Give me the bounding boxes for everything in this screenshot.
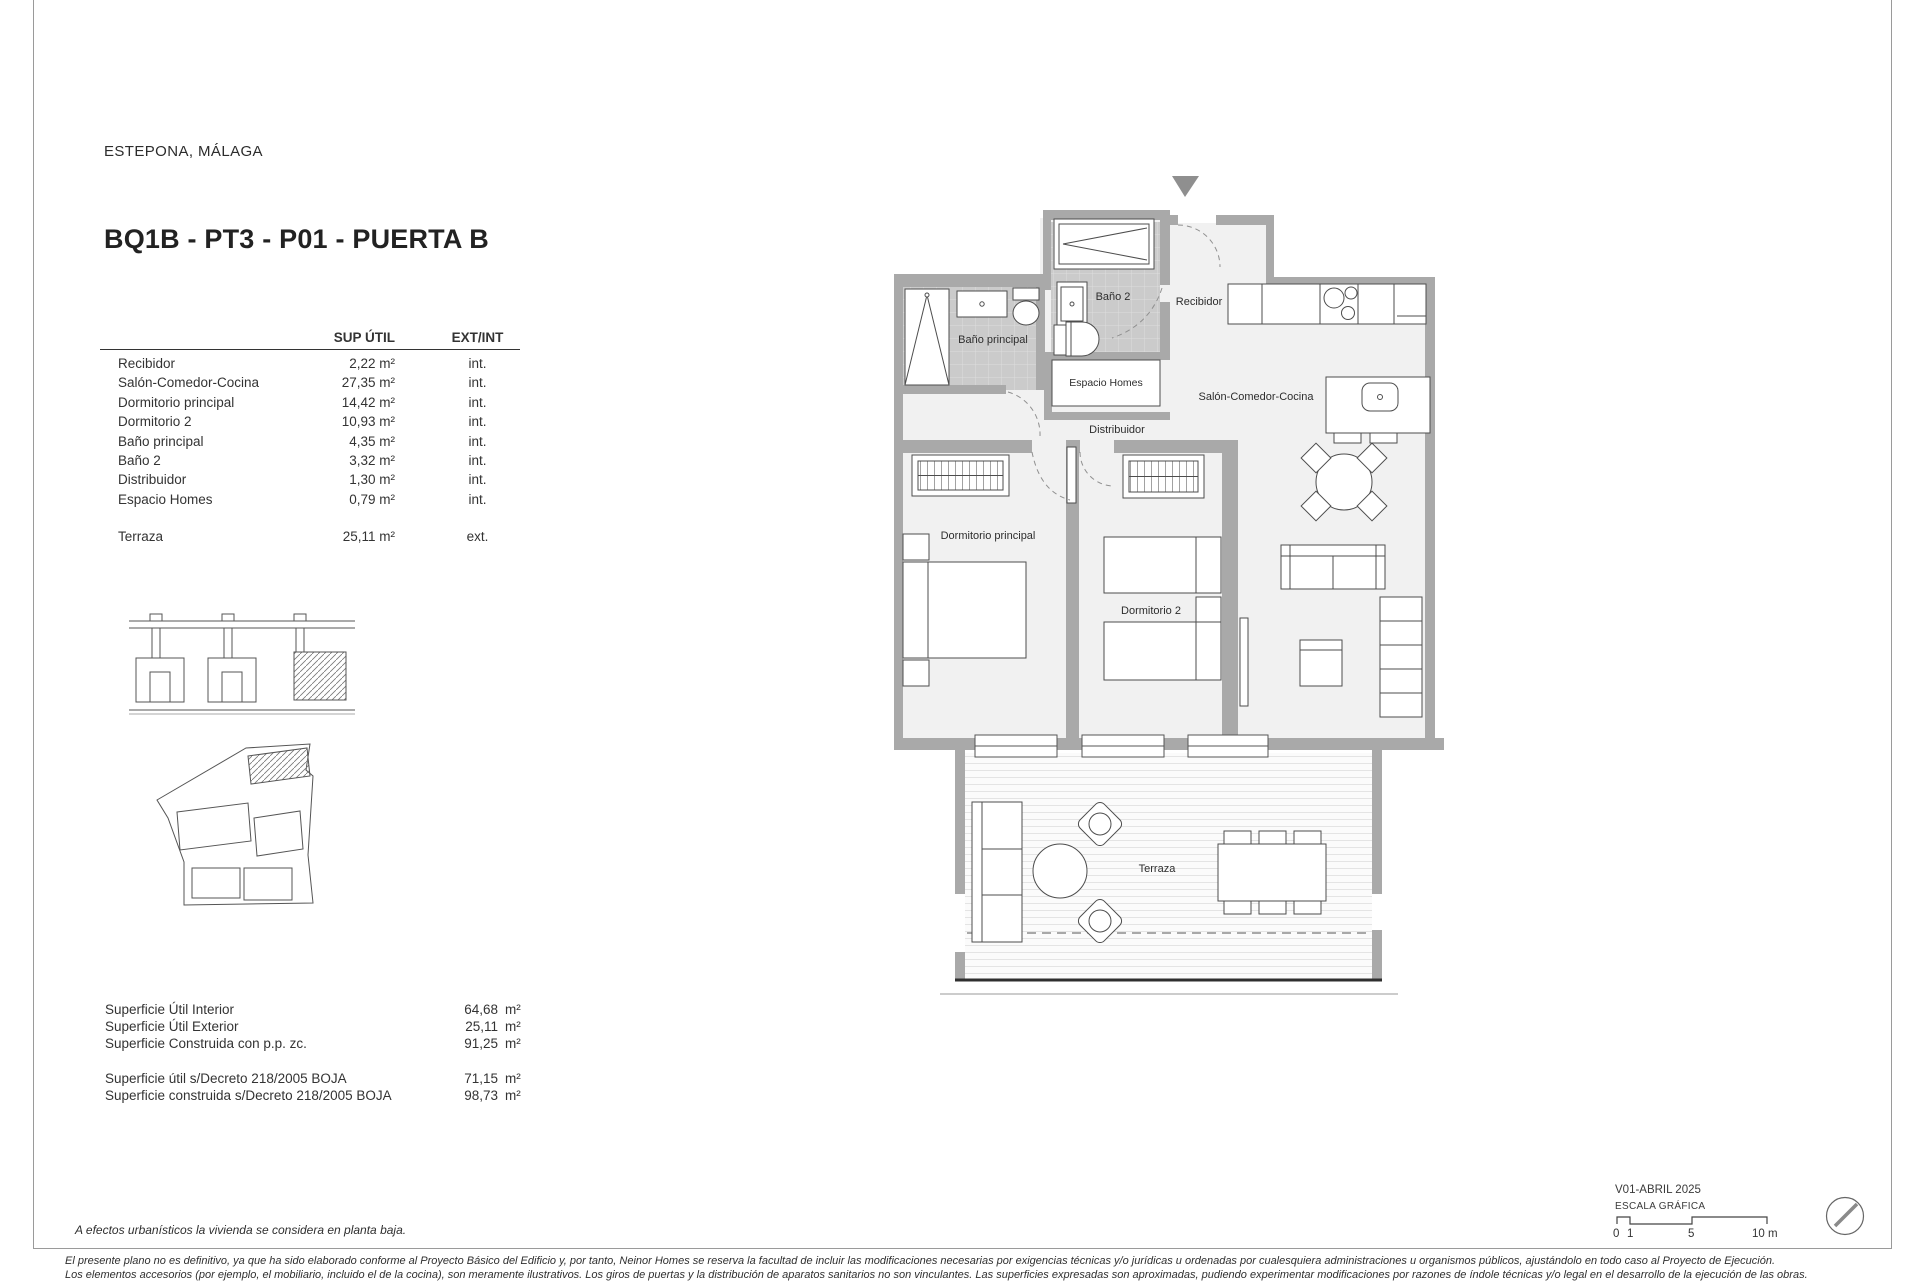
summary-row: Superficie construida s/Decreto 218/2005 BOJA 98,73 m² [105, 1087, 521, 1103]
kitchen-counter [1228, 284, 1426, 324]
sink-principal [957, 291, 1007, 317]
room-label-terraza: Terraza [1138, 863, 1176, 875]
summary-row: Superficie Útil Exterior 25,11 m² [105, 1019, 521, 1035]
wardrobe-principal [912, 455, 1009, 496]
table-row-terraza: Terraza 25,11 m² ext. [118, 529, 489, 545]
toilet-bano2 [1054, 322, 1099, 356]
bed-principal [903, 562, 1026, 658]
table-row: Salón-Comedor-Cocina 27,35 m² int. [118, 375, 487, 391]
scale-bar [1610, 1212, 1780, 1228]
disclaimer-line2: Los elementos accesorios (por ejemplo, el mobiliario, incluido el de la cocina), son meramente ilustrativos. Los giros de puertas y la distribución de aparatos sanitarios no son vinculantes. Las superficies expresadas son aproximadas, pudiendo experimentar modificaciones por razones de índole técnicas y/o legal en el desarrollo de la ejecución de las obras. [65, 1269, 1808, 1281]
floor-plan [880, 160, 1460, 1020]
col-sup-util: SUP ÚTIL [333, 330, 395, 345]
summary-row: Superficie Útil Interior 64,68 m² [105, 1002, 521, 1017]
bathtub [1054, 219, 1154, 269]
surface-summary [105, 1001, 525, 1104]
room-label-distribuidor: Distribuidor [1089, 424, 1145, 436]
entrance-arrow [1172, 176, 1199, 197]
room-label-dormitorio-principal: Dormitorio principal [940, 530, 1036, 542]
scale-title: ESCALA GRÁFICA [1615, 1201, 1706, 1212]
version-text: V01-ABRIL 2025 [1615, 1184, 1701, 1196]
nightstand [903, 534, 929, 560]
site-plan-diagram [150, 738, 325, 913]
page-title: BQ1B - PT3 - P01 - PUERTA B [104, 224, 489, 254]
scale-tick-1: 1 [1627, 1228, 1634, 1240]
table-row: Dormitorio principal 14,42 m² int. [118, 394, 487, 410]
table-row: Recibidor 2,22 m² int. [118, 356, 487, 371]
room-label-espacio-homes: Espacio Homes [1069, 377, 1143, 389]
windows [975, 735, 1268, 757]
room-label-recibidor: Recibidor [1175, 296, 1223, 308]
areas-table-header [100, 330, 520, 350]
room-label-bano-principal: Baño principal [958, 334, 1028, 346]
scale-tick-10: 10 m [1752, 1228, 1778, 1240]
kitchen-island [1326, 377, 1430, 443]
scale-tick-5: 5 [1688, 1228, 1695, 1240]
nightstand [1196, 597, 1221, 622]
table-row: Espacio Homes 0,79 m² int. [118, 491, 487, 507]
location-text: ESTEPONA, MÁLAGA [104, 143, 263, 160]
table-row: Baño principal 4,35 m² int. [118, 433, 487, 449]
scale-tick-0: 0 [1613, 1228, 1620, 1240]
bookshelf [1380, 597, 1422, 717]
table-row: Distribuidor 1,30 m² int. [118, 472, 487, 488]
table-row: Dormitorio 2 10,93 m² int. [118, 414, 487, 430]
terrace-dining [1218, 831, 1326, 914]
disclaimer-line1: El presente plano no es definitivo, ya que ha sido elaborado conforme al Proyecto Básico del Edificio y, por tanto, Neinor Homes se reserva la facultad de incluir las modificaciones necesarias por exigencias técnicas y/o jurídicas u ordenadas por cualesquiera administraciones u organismos públicos, ajustándolo en todo caso al Proyecto de Ejecución. [65, 1255, 1776, 1267]
bed-dorm2-b [1104, 622, 1221, 680]
terrace-table [1033, 844, 1087, 898]
armchair-salon [1300, 640, 1342, 686]
summary-row: Superficie útil s/Decreto 218/2005 BOJA 71,15 m² [105, 1070, 521, 1086]
room-label-bano2: Baño 2 [1095, 291, 1131, 303]
terrace-sofa [972, 802, 1022, 942]
tv-console [1240, 618, 1248, 706]
nightstand [903, 660, 929, 686]
wardrobe-dorm2 [1123, 455, 1204, 498]
sink-bano2 [1057, 282, 1087, 326]
col-ext-int: EXT/INT [451, 330, 504, 345]
building-elevation-diagram [125, 610, 365, 722]
table-row: Baño 2 3,32 m² int. [118, 453, 487, 469]
room-label-dormitorio2: Dormitorio 2 [1121, 605, 1181, 617]
shower [905, 289, 949, 385]
north-arrow-icon [1822, 1193, 1868, 1239]
sofa [1281, 545, 1385, 589]
bed-dorm2-a [1104, 537, 1221, 593]
toilet-principal [1013, 288, 1039, 325]
areas-table [100, 330, 520, 547]
room-label-salon: Salón-Comedor-Cocina [1198, 391, 1314, 403]
door-leaf [1067, 447, 1076, 503]
urban-note: A efectos urbanísticos la vivienda se considera en planta baja. [75, 1223, 407, 1237]
summary-row: Superficie Construida con p.p. zc. 91,25 m² [105, 1036, 521, 1052]
